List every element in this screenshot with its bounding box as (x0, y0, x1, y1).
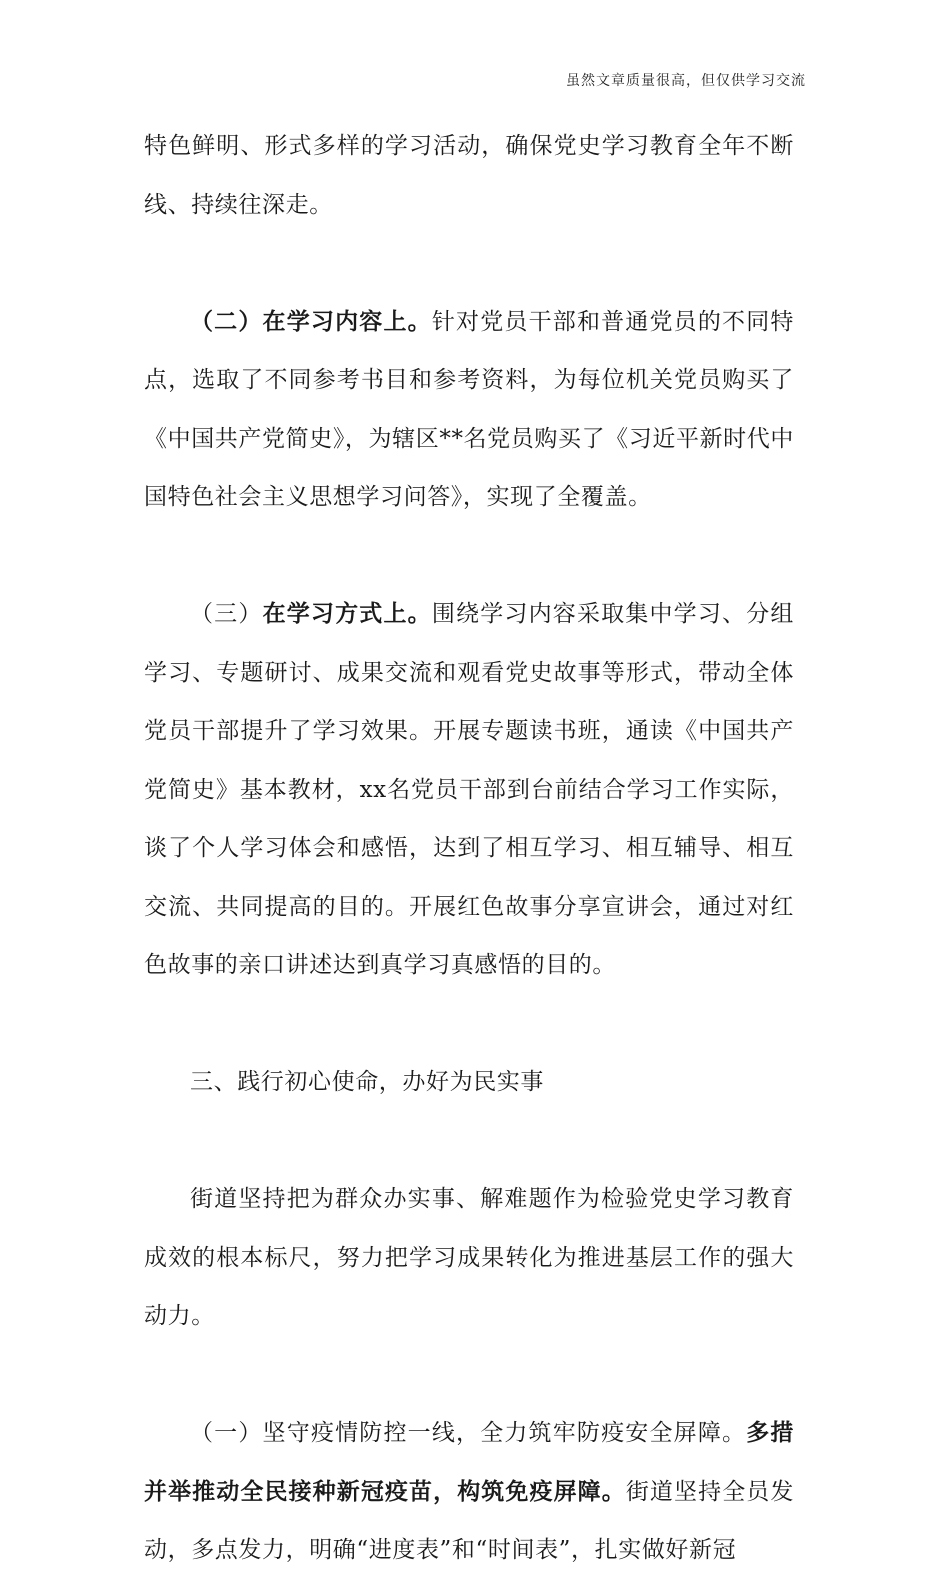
section-heading-3: 三、践行初心使命，办好为民实事 (190, 1069, 544, 1095)
paragraph-1: 特色鲜明、形式多样的学习活动，确保党史学习教育全年不断线、持续往深走。 (144, 133, 794, 218)
paragraph-5 (144, 1404, 794, 1580)
paragraph-2-body: 针对党员干部和普通党员的不同特点，选取了不同参考书目和参考资料，为每位机关党员购买了《中国共产党简史》，为辖区**名党员购买了《习近平新时代中国特色社会主义思想学习问答》，实现了全覆盖。 (144, 308, 795, 510)
paragraph-3 (144, 585, 794, 995)
document-body (144, 117, 794, 1580)
paragraph-2 (144, 293, 794, 527)
header-note: 虽然文章质量很高，但仅供学习交流 (566, 73, 806, 89)
paragraph-2-lead: （二）在学习内容上。 (190, 307, 432, 335)
paragraph-4: 街道坚持把为群众办实事、解难题作为检验党史学习教育成效的根本标尺，努力把学习成果转化为推进基层工作的强大动力。 (144, 1186, 794, 1329)
paragraph-5-body: 街道坚持全员发动，多点发力，明确“进度表”和“时间表”，扎实做好新冠 (144, 1478, 794, 1563)
paragraph-3-body: 围绕学习内容采取集中学习、分组学习、专题研讨、成果交流和观看党史故事等形式，带动全体党员干部提升了学习效果。开展专题读书班，通读《中国共产党简史》基本教材，xx名党员干部到台前结合学习工作实际，谈了个人学习体会和感悟，达到了相互学习、相互辅导、相互交流、共同提高的目的。开展红色故事分享宣讲会，通过对红色故事的亲口讲述达到真学习真感悟的目的。 (144, 601, 795, 978)
paragraph-3-number: （三） (190, 601, 263, 627)
paragraph-5-bold: 多措并举推动全民接种新冠疫苗，构筑免疫屏障。 (144, 1419, 794, 1505)
paragraph-3-lead: 在学习方式上。 (262, 600, 432, 627)
paragraph-5-lead: （一）坚守疫情防控一线，全力筑牢防疫安全屏障。 (190, 1420, 747, 1446)
